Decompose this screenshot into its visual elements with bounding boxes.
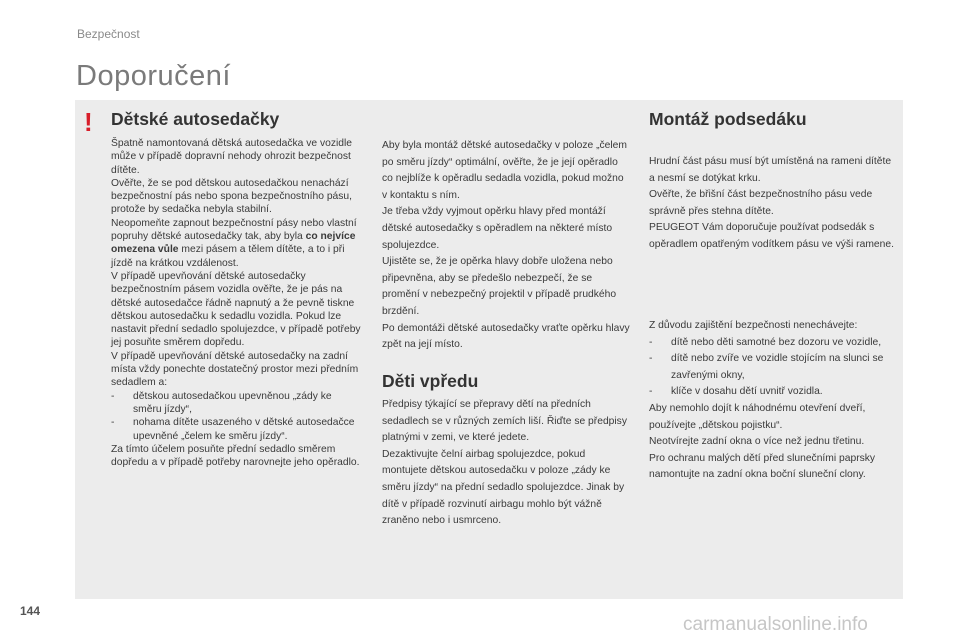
page-number: 144: [20, 604, 41, 618]
child-seats-column-1: [111, 137, 363, 469]
section-label: Bezpečnost: [77, 27, 140, 41]
bullet-item: [111, 416, 363, 443]
paragraph: Předpisy týkající se přepravy dětí na předních sedadlech se v různých zemích liší. Řiďte se předpisy platnými v zemi, ve které jedete.: [382, 399, 627, 444]
heading-front-children: Děti vpředu: [382, 371, 479, 391]
paragraph: Ujistěte se, že je opěrka hlavy dobře uložena nebo připevněna, aby se předešlo nebezpečí, že se promění v nebezpečný projektil v případě prudkého brzdění.: [382, 256, 617, 317]
paragraph: PEUGEOT Vám doporučuje používat podsedák s opěradlem opatřeným vodítkem pásu ve výši ramene.: [649, 222, 894, 250]
paragraph: Aby byla montáž dětské autosedačky v poloze „čelem po směru jízdy“ optimální, ověřte, že je její opěradlo co nejblíže k opěradlu sedadla vozidla, pokud možno v kontaktu s ním.: [382, 140, 627, 201]
bullet-dash: -: [649, 386, 653, 398]
booster-text: [649, 154, 895, 254]
paragraph: Špatně namontovaná dětská autosedačka ve vozidle může v případě dopravní nehody ohrozit bezpečnost dítěte.: [111, 138, 352, 176]
bullet-dash: -: [111, 417, 115, 429]
bullet-text: klíče v dosahu dětí uvnitř vozidla.: [671, 386, 823, 398]
page-title: Doporučení: [76, 60, 231, 92]
paragraph: Dezaktivujte čelní airbag spolujezdce, pokud montujete dětskou autosedačku v poloze „zády ke směru jízdy“ na přední sedadlo spolujezdce. Jinak by dítě v případě rozvinutí airbagu mohlo být vážně zraněno nebo i usmrceno.: [382, 448, 625, 527]
bullet-item: [649, 384, 899, 401]
bullet-dash: -: [649, 336, 653, 348]
paragraph: Po demontáži dětské autosedačky vraťte opěrku hlavy zpět na její místo.: [382, 322, 630, 351]
paragraph: Neotvírejte zadní okna o více než jednu třetinu.: [649, 436, 865, 448]
bullet-item: [649, 351, 899, 384]
bullet-text: dětskou autosedačkou upevněnou „zády ke směru jízdy“,: [133, 390, 332, 415]
bullet-item: [111, 390, 363, 417]
paragraph: Pro ochranu malých dětí před slunečními paprsky namontujte na zadní okna boční sluneční clony.: [649, 452, 876, 481]
bullet-dash: -: [649, 353, 653, 365]
heading-child-seats: Dětské autosedačky: [111, 109, 280, 129]
bullet-text: dítě nebo zvíře ve vozidle stojícím na slunci se zavřenými okny,: [671, 353, 884, 381]
watermark: carmanualsonline.info: [683, 614, 868, 635]
paragraph: [111, 217, 363, 270]
bullet-item: [649, 335, 899, 352]
front-children-text: [382, 397, 632, 530]
text: Neopomeňte zapnout bezpečnostní pásy nebo vlastní popruhy dětské autosedačky tak, aby byla: [111, 217, 357, 243]
safety-text: [649, 318, 899, 484]
emphasis-text: co nejvíce omezena vůle: [111, 231, 356, 256]
child-seats-column-2: [382, 138, 630, 354]
bullet-text: dítě nebo děti samotné bez dozoru ve vozidle,: [671, 336, 882, 348]
paragraph: V případě upevňování dětské autosedačky bezpečnostním pásem vozidla ověřte, že je pás na dětské autosedačce řádně napnutý a že pevně tiskne dětskou autosedačku k sedadlu vozidla. Pokud lze nastavit přední sedadlo spolujezdce, v případě potřeby jej posuňte směrem dopředu.: [111, 270, 361, 349]
paragraph: Za tímto účelem posuňte přední sedadlo směrem dopředu a v případě potřeby narovnejte jeho opěradlo.: [111, 443, 360, 469]
bullet-text: nohama dítěte usazeného v dětské autosedačce upevněné „čelem ke směru jízdy“.: [133, 417, 355, 442]
warning-icon: !: [84, 107, 93, 137]
paragraph: Je třeba vždy vyjmout opěrku hlavy před montáží dětské autosedačky s opěradlem na některé místo spolujezdce.: [382, 206, 613, 251]
paragraph: Hrudní část pásu musí být umístěná na rameni dítěte a nesmí se dotýkat krku.: [649, 156, 892, 184]
paragraph: V případě upevňování dětské autosedačky na zadní místa vždy ponechte dostatečný prostor mezi předním sedadlem a:: [111, 350, 359, 389]
paragraph: Aby nemohlo dojít k náhodnému otevření dveří, používejte „dětskou pojistku“.: [649, 402, 866, 431]
paragraph: Ověřte, že se pod dětskou autosedačkou nenachází bezpečnostní pás nebo spona bezpečnostního pásu, protože by sedačka nebyla stabilní.: [111, 177, 353, 216]
paragraph: Ověřte, že břišní část bezpečnostního pásu vede správně přes stehna dítěte.: [649, 189, 873, 217]
text: mezi pásem a tělem dítěte, a to i při jízdě na krátkou vzdálenost.: [111, 244, 345, 269]
bullet-dash: -: [111, 390, 115, 402]
paragraph: Z důvodu zajištění bezpečnosti nenechávejte:: [649, 320, 858, 331]
heading-booster: Montáž podsedáku: [649, 109, 807, 129]
